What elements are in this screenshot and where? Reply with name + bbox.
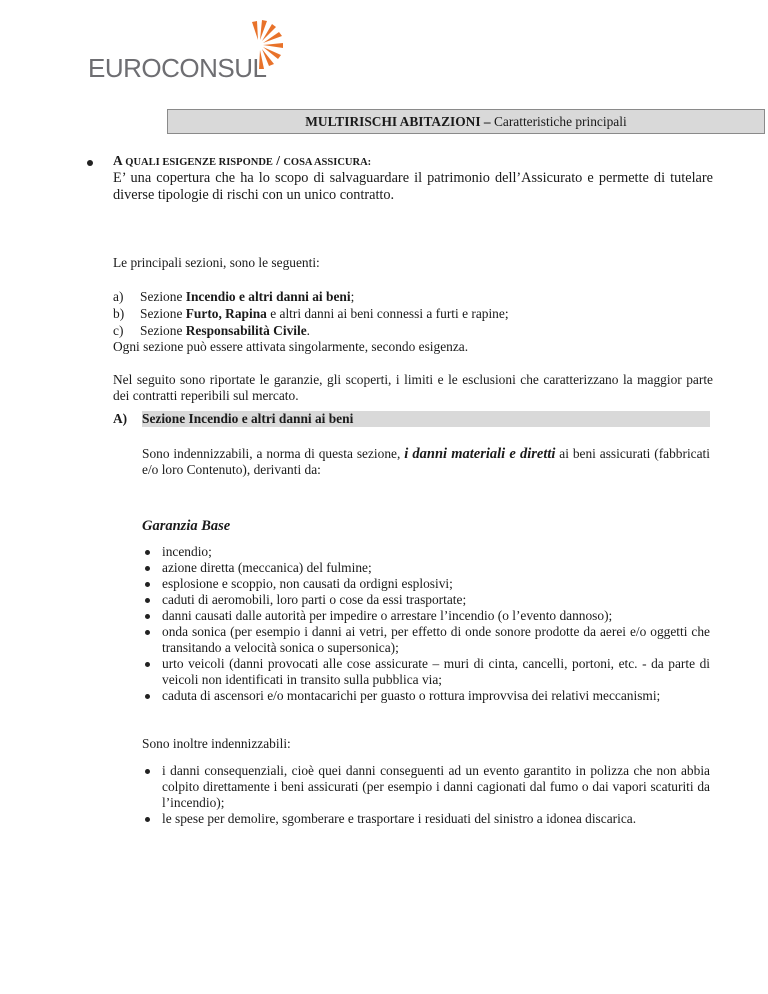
garanzia-base-title: Garanzia Base (142, 518, 231, 534)
list-item: caduti di aeromobili, loro parti o cose da essi trasportate; (142, 592, 710, 608)
also-title: Sono inoltre indennizzabili: (142, 736, 291, 751)
list-item: a) Sezione Incendio e altri danni ai beni; (113, 289, 355, 304)
document-title (167, 109, 765, 134)
company-logo (88, 20, 283, 83)
list-item: azione diretta (meccanica) del fulmine; (142, 560, 710, 576)
list-item: i danni consequenziali, cioè quei danni conseguenti ad un evento garantito in polizza che non abbia colpito direttamente i beni assicurati (per esempio i danni cagionati dal fumo o dai vapori scaturiti da l’incendio); (142, 763, 710, 811)
bullet-dot-icon (87, 160, 93, 166)
sections-intro: Le principali sezioni, sono le seguenti: (113, 255, 320, 270)
title-bold: MULTIRISCHI ABITAZIONI – (305, 114, 491, 129)
list-item: c) Sezione Responsabilità Civile. (113, 323, 311, 338)
list-item: danni causati dalle autorità per impedire o arrestare l’incendio (o l’evento dannoso); (142, 608, 710, 624)
list-item: onda sonica (per esempio i danni ai vetri, per effetto di onde sonore prodotte da aerei e/o oggetti che transitando a velocità sonica o supersonica); (142, 624, 710, 656)
list-item: le spese per demolire, sgomberare e trasportare i residuati del sinistro a idonea discarica. (142, 811, 710, 827)
list-item: urto veicoli (danni provocati alle cose assicurate – muri di cinta, cancelli, portoni, etc. - da parte di veicoli non identificati in transito sulla pubblica via; (142, 656, 710, 688)
list-item: esplosione e scoppio, non causati da ordigni esplosivi; (142, 576, 710, 592)
logo-text: EUROCONSUL (88, 53, 267, 83)
section-a-intro: Sono indennizzabili, a norma di questa sezione, i danni materiali e diretti ai beni assicurati (fabbricati e/o loro Contenuto), derivanti da: (142, 446, 710, 477)
list-item: caduta di ascensori e/o montacarichi per guasto o rottura improvvisa dei relativi meccanismi; (142, 688, 710, 704)
list-item: b) Sezione Furto, Rapina e altri danni ai beni connessi a furti e rapine; (113, 306, 509, 321)
also-list (142, 763, 710, 827)
para-following: Nel seguito sono riportate le garanzie, gli scoperti, i limiti e le esclusioni che caratterizzano la maggior parte dei contratti reperibili sul mercato. (113, 372, 713, 403)
intro-heading: A QUALI ESIGENZE RISPONDE / COSA ASSICURA: (113, 153, 372, 168)
intro-text: E’ una copertura che ha lo scopo di salvaguardare il patrimonio dell’Assicurato e permette di tutelare diverse tipologie di rischi con un unico contratto. (113, 170, 713, 203)
title-rest: Caratteristiche principali (490, 114, 627, 129)
garanzia-list (142, 544, 710, 704)
sections-list (113, 289, 713, 340)
list-item: incendio; (142, 544, 710, 560)
section-a-heading: A) Sezione Incendio e altri danni ai beni (113, 411, 354, 426)
para-activate: Ogni sezione può essere attivata singolarmente, secondo esigenza. (113, 339, 469, 354)
